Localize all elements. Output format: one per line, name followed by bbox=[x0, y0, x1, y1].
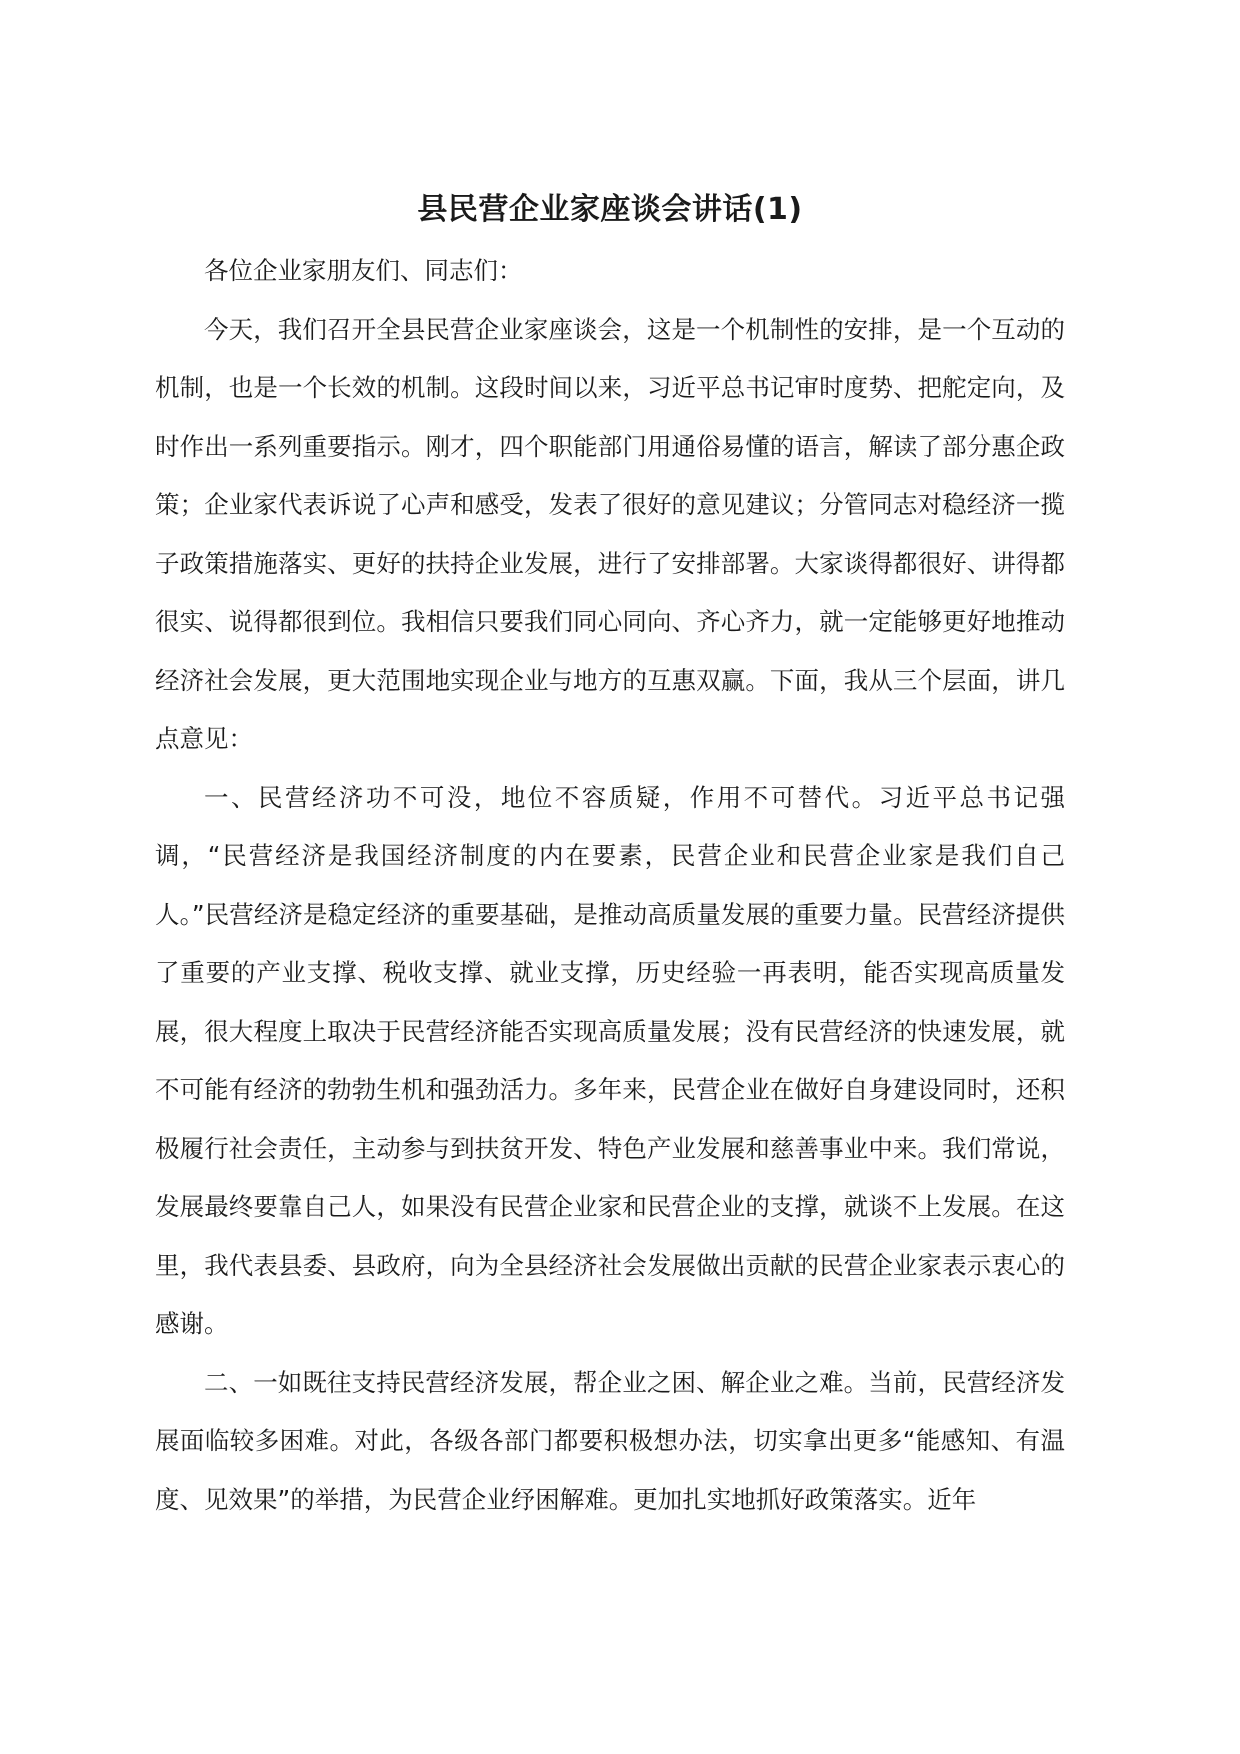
paragraph-point-one: 一、民营经济功不可没，地位不容质疑，作用不可替代。习近平总书记强调，“民营经济是我国经济制度的内在要素，民营企业和民营企业家是我们自己人。”民营经济是稳定经济的重要基础，是推动高质量发展的重要力量。民营经济提供了重要的产业支撑、税收支撑、就业支撑，历史经验一再表明，能否实现高质量发展，很大程度上取决于民营经济能否实现高质量发展；没有民营经济的快速发展，就不可能有经济的勃勃生机和强劲活力。多年来，民营企业在做好自身建设同时，还积极履行社会责任，主动参与到扶贫开发、特色产业发展和慈善事业中来。我们常说，发展最终要靠自己人，如果没有民营企业家和民营企业的支撑，就谈不上发展。在这里，我代表县委、县政府，向为全县经济社会发展做出贡献的民营企业家表示衷心的感谢。 bbox=[155, 782, 1065, 1338]
paragraph-point-two: 二、一如既往支持民营经济发展，帮企业之困、解企业之难。当前，民营经济发展面临较多困难。对此，各级各部门都要积极想办法，切实拿出更多“能感知、有温度、见效果”的举措，为民营企业纾困解难。更加扎实地抓好政策落实。近年 bbox=[155, 1367, 1065, 1514]
paragraph-salutation: 各位企业家朋友们、同志们： bbox=[204, 256, 523, 285]
document-page bbox=[155, 190, 1065, 1529]
paragraph-opening: 今天，我们召开全县民营企业家座谈会，这是一个机制性的安排，是一个互动的机制，也是一个长效的机制。这段时间以来，习近平总书记审时度势、把舵定向，及时作出一系列重要指示。刚才，四个职能部门用通俗易懂的语言，解读了部分惠企政策；企业家代表诉说了心声和感受，发表了很好的意见建议；分管同志对稳经济一揽子政策措施落实、更好的扶持企业发展，进行了安排部署。大家谈得都很好、讲得都很实、说得都很到位。我相信只要我们同心同向、齐心齐力，就一定能够更好地推动经济社会发展，更大范围地实现企业与地方的互惠双赢。下面，我从三个层面，讲几点意见： bbox=[155, 314, 1065, 753]
document-title: 县民营企业家座谈会讲话(1) bbox=[417, 192, 803, 227]
